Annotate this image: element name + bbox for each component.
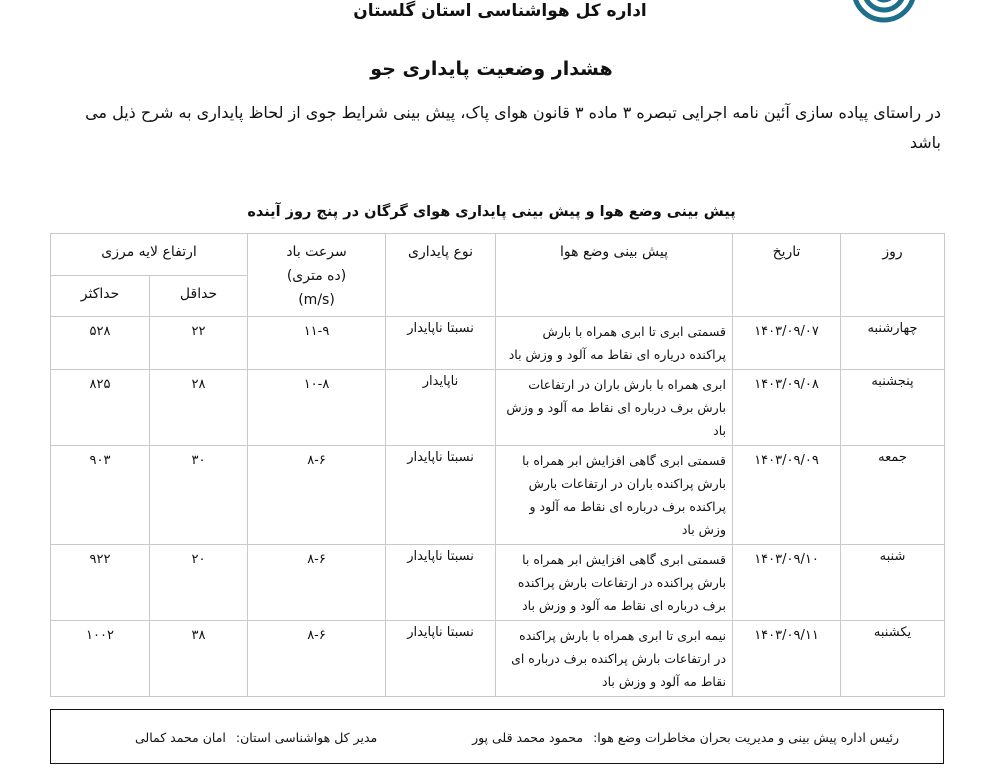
cell-weather: قسمتی ابری تا ابری همراه با بارش پراکنده دریاره ای نقاط مه آلود و وزش باد [496,317,733,370]
cell-stability: نسبتا ناپایدار [386,545,496,621]
cell-weather: قسمتی ابری گاهی افزایش ابر همراه با بارش پراکنده در ارتفاعات بارش پراکنده برف درباره ای نقاط مه آلود و وزش باد [496,545,733,621]
cell-date: ۱۴۰۳/۰۹/۰۹ [733,446,841,545]
cell-wind: ۱۰-۸ [248,370,386,446]
cell-weather: قسمتی ابری گاهی افزایش ابر همراه با بارش پراکنده باران در ارتفاعات بارش پراکنده برف درباره ای نقاط مه آلود و وزش باد [496,446,733,545]
forecast-head-signature [472,730,899,745]
meteorology-logo-icon [848,0,920,26]
header-wind-label: سرعت باد [286,244,347,260]
cell-wind: ۸-۶ [248,621,386,697]
cell-day: شنبه [841,545,945,621]
header-wind-unit: (m/s) [298,292,335,308]
cell-min: ۲۰ [150,545,248,621]
header-date: تاریخ [733,234,841,317]
header-day: روز [841,234,945,317]
cell-stability: ناپایدار [386,370,496,446]
cell-day: جمعه [841,446,945,545]
cell-min: ۲۸ [150,370,248,446]
cell-max: ۸۲۵ [51,370,150,446]
table-row [51,545,945,621]
cell-min: ۲۲ [150,317,248,370]
cell-date: ۱۴۰۳/۰۹/۰۸ [733,370,841,446]
signature-box [50,709,944,764]
cell-day: یکشنبه [841,621,945,697]
table-row [51,317,945,370]
cell-min: ۳۸ [150,621,248,697]
director-name: امان محمد کمالی [135,730,226,745]
page-title: هشدار وضعیت پایداری جو [370,58,613,80]
cell-max: ۹۲۲ [51,545,150,621]
cell-weather: نیمه ابری تا ابری همراه با بارش پراکنده در ارتفاعات بارش پراکنده برف درباره ای نقاط مه آلود و وزش باد [496,621,733,697]
header-min: حداقل [150,275,248,317]
header-wind [248,234,386,317]
intro-paragraph: در راستای پیاده سازی آئین نامه اجرایی تبصره ۳ ماده ۳ قانون هوای پاک، پیش بینی شرایط جوی از لحاظ پایداری به شرح ذیل می باشد [85,103,941,152]
cell-stability: نسبتا ناپایدار [386,446,496,545]
director-label: مدیر کل هواشناسی استان: [235,730,378,745]
forecast-head-label: رئیس اداره پیش بینی و مدیریت بحران مخاطرات وضع هوا: [593,730,899,745]
table-row [51,446,945,545]
forecast-table [50,233,945,697]
cell-stability: نسبتا ناپایدار [386,317,496,370]
table-row [51,370,945,446]
cell-stability: نسبتا ناپایدار [386,621,496,697]
cell-max: ۵۲۸ [51,317,150,370]
forecast-head-name: محمود محمد قلی پور [472,730,584,745]
cell-min: ۳۰ [150,446,248,545]
cell-wind: ۸-۶ [248,545,386,621]
cell-date: ۱۴۰۳/۰۹/۱۰ [733,545,841,621]
director-signature [135,730,377,745]
header-weather: پیش بینی وضع هوا [496,234,733,317]
header-boundary-height: ارتفاع لایه مرزی [51,234,248,276]
cell-wind: ۸-۶ [248,446,386,545]
cell-max: ۹۰۳ [51,446,150,545]
cell-max: ۱۰۰۲ [51,621,150,697]
header-stability: نوع پایداری [386,234,496,317]
cell-weather: ابری همراه با بارش باران در ارتفاعات بارش برف درباره ای نقاط مه آلود و وزش باد [496,370,733,446]
header-wind-sub: (ده متری) [286,268,347,284]
cell-date: ۱۴۰۳/۰۹/۱۱ [733,621,841,697]
cell-wind: ۱۱-۹ [248,317,386,370]
table-row [51,621,945,697]
cell-day: چهارشنبه [841,317,945,370]
organization-title: اداره کل هواشناسی استان گلستان [353,1,647,21]
table-title: پیش بینی وضع هوا و پیش بینی پایداری هوای گرگان در پنج روز آینده [247,204,736,220]
header-max: حداکثر [51,275,150,317]
cell-day: پنجشنبه [841,370,945,446]
cell-date: ۱۴۰۳/۰۹/۰۷ [733,317,841,370]
